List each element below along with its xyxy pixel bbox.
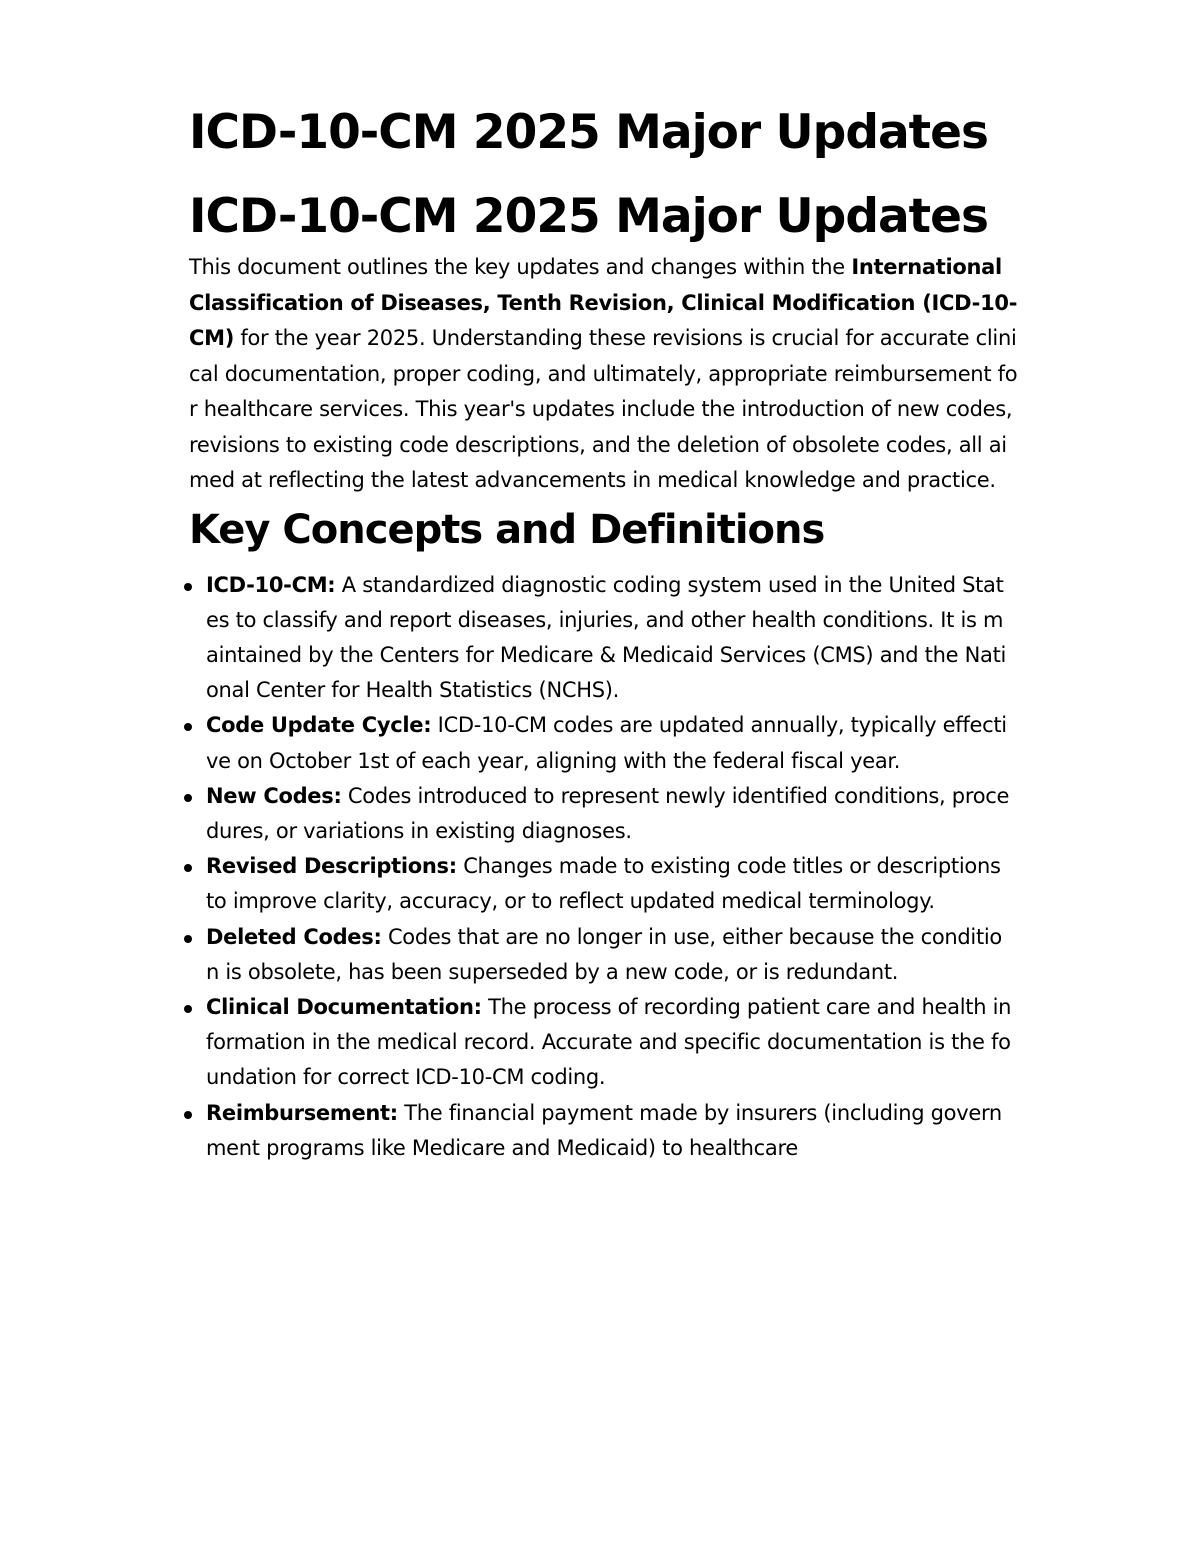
definition-item	[189, 1096, 1012, 1166]
definition-text: Changes made to existing code titles or descriptions to improve clarity, accuracy, or to reflect updated medical terminology.	[206, 854, 1001, 914]
bullet-icon	[184, 1005, 192, 1013]
definition-text: The process of recording patient care and health information in the medical record. Accurate and specific documentation is the foundation for correct ICD-10-CM coding.	[206, 994, 1012, 1090]
bullet-icon	[184, 935, 192, 943]
bullet-icon	[184, 723, 192, 731]
definitions-list	[189, 568, 1019, 1166]
definition-term: Reimbursement:	[206, 1100, 398, 1125]
definition-text: A standardized diagnostic coding system used in the United States to classify and report diseases, injuries, and other health conditions. It is maintained by the Centers for Medicare & Medicaid Services (CMS) and the National Center for Health Statistics (NCHS).	[206, 572, 1007, 703]
document-title: ICD-10-CM 2025 Major Updates	[189, 105, 988, 160]
definition-term: Code Update Cycle:	[206, 713, 432, 738]
definition-term: Deleted Codes:	[206, 924, 382, 949]
document-page	[189, 104, 1019, 1166]
intro-text-end: for the year 2025. Understanding these revisions is crucial for accurate clinical documentation, proper coding, and ultimately, appropriate reimbursement for healthcare services. This year's updates include the introduction of new codes, revisions to existing code descriptions, and the deletion of obsolete codes, all aimed at reflecting the latest advancements in medical knowledge and practice.	[189, 326, 1018, 492]
definition-text: ICD-10-CM codes are updated annually, typically effective on October 1st of each year, aligning with the federal fiscal year.	[206, 713, 1007, 773]
intro-text-start: This document outlines the key updates and changes within the	[189, 255, 852, 279]
definition-term: Clinical Documentation:	[206, 994, 482, 1019]
bullet-icon	[184, 583, 192, 591]
bullet-icon	[184, 1111, 192, 1119]
definition-item	[189, 708, 1012, 778]
bullet-icon	[184, 794, 192, 802]
definition-item	[189, 849, 1012, 919]
definition-text: The financial payment made by insurers (including government programs like Medicare and Medicaid) to healthcare	[206, 1100, 1002, 1160]
definition-term: New Codes:	[206, 783, 342, 808]
definition-text: Codes introduced to represent newly identified conditions, procedures, or variations in existing diagnoses.	[206, 783, 1010, 843]
intro-paragraph	[189, 250, 1019, 499]
definition-item	[189, 779, 1012, 849]
definition-item	[189, 920, 1012, 990]
definition-term: ICD-10-CM:	[206, 572, 336, 597]
definition-term: Revised Descriptions:	[206, 854, 457, 879]
document-title-repeat: ICD-10-CM 2025 Major Updates	[189, 189, 988, 244]
bullet-icon	[184, 864, 192, 872]
section-heading: Key Concepts and Definitions	[189, 506, 825, 553]
definition-text: Codes that are no longer in use, either because the condition is obsolete, has been superseded by a new code, or is redundant.	[206, 924, 1002, 984]
intro-bold-term: International Classification of Diseases, Tenth Revision, Clinical Modification (ICD-10-CM)	[189, 255, 1018, 350]
definition-item	[189, 990, 1012, 1096]
definition-item	[189, 568, 1012, 709]
